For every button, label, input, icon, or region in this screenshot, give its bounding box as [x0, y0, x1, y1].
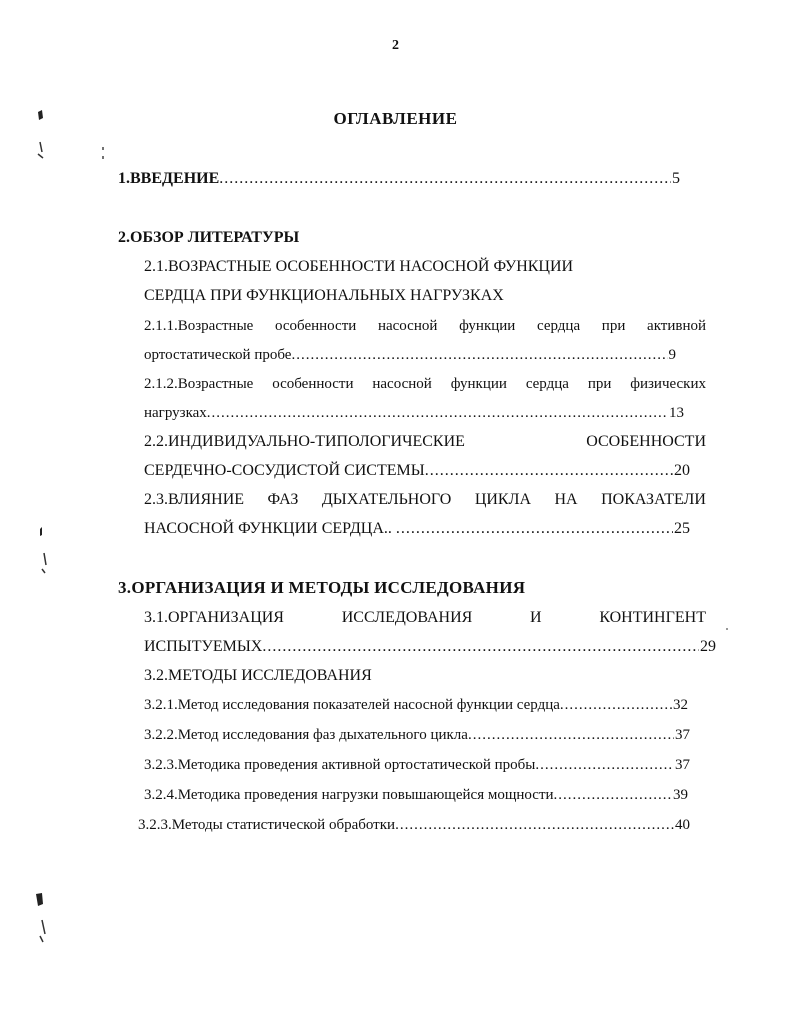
toc-word: физических: [630, 376, 706, 392]
toc-word: НА: [554, 491, 578, 508]
toc-word: функции: [450, 376, 507, 392]
toc-entry-2-2-line1[interactable]: [144, 432, 706, 452]
scan-mark-1: [34, 108, 50, 164]
toc-page: 40: [675, 817, 690, 833]
toc-word: функции: [459, 318, 516, 334]
dot-leader: [291, 345, 667, 365]
toc-page: 39: [673, 787, 688, 803]
toc-entry-3-2-3[interactable]: [144, 755, 690, 775]
toc-entry-2-1-1-line1[interactable]: [144, 316, 706, 336]
toc-entry-3-1-line2[interactable]: [144, 637, 716, 657]
toc-word: КОНТИНГЕНТ: [599, 609, 706, 626]
dot-leader: [560, 695, 672, 715]
toc-page: 37: [675, 727, 690, 743]
toc-word: 2.3.ВЛИЯНИЕ: [144, 491, 245, 508]
scan-mark-2: [100, 146, 106, 162]
toc-entry-3-1-line1[interactable]: [144, 608, 706, 628]
toc-entry-2-1-1-line2[interactable]: [144, 345, 676, 365]
toc-entry-methods[interactable]: 3.ОРГАНИЗАЦИЯ И МЕТОДЫ ИССЛЕДОВАНИЯ: [118, 578, 526, 597]
toc-word: при: [587, 376, 612, 392]
toc-entry-2-1-2-line2[interactable]: [144, 403, 684, 423]
toc-word: при: [601, 318, 626, 334]
toc-word: особенности: [272, 376, 354, 392]
toc-word: ЦИКЛА: [474, 491, 531, 508]
scan-mark-3: [36, 525, 52, 577]
toc-entry-2-3-line2[interactable]: [144, 519, 690, 539]
toc-title: ортостатической пробе: [144, 347, 292, 363]
toc-entry-2-2-line2[interactable]: [144, 461, 690, 481]
toc-word: насосной: [377, 318, 438, 334]
toc-page: 5: [672, 170, 680, 187]
toc-title: нагрузках: [144, 405, 207, 421]
toc-title: СЕРДЕЧНО-СОСУДИСТОЙ СИСТЕМЫ: [144, 462, 425, 479]
toc-title: 1.ВВЕДЕНИЕ: [118, 170, 220, 187]
toc-word: особенности: [275, 318, 357, 334]
toc-entry-2-1-line2[interactable]: СЕРДЦА ПРИ ФУНКЦИОНАЛЬНЫХ НАГРУЗКАХ: [144, 287, 504, 304]
toc-word: сердца: [537, 318, 581, 334]
toc-entry-3-2[interactable]: 3.2.МЕТОДЫ ИССЛЕДОВАНИЯ: [144, 667, 372, 684]
toc-word: активной: [647, 318, 706, 334]
toc-word: 3.1.ОРГАНИЗАЦИЯ: [144, 609, 284, 626]
toc-entry-3-2-4[interactable]: [144, 785, 688, 805]
dot-leader: [554, 785, 672, 805]
toc-word: ОСОБЕННОСТИ: [586, 433, 706, 450]
toc-entry-review[interactable]: 2.ОБЗОР ЛИТЕРАТУРЫ: [118, 229, 300, 246]
toc-page: 32: [673, 697, 688, 713]
dot-leader: [207, 403, 668, 423]
toc-word: ПОКАЗАТЕЛИ: [601, 491, 706, 508]
toc-word: 2.1.1.Возрастные: [144, 318, 254, 334]
toc-word: 2.1.2.Возрастные: [144, 376, 254, 392]
toc-entry-3-2-5[interactable]: [138, 815, 690, 835]
toc-title: НАСОСНОЙ ФУНКЦИИ СЕРДЦА..: [144, 520, 396, 537]
toc-title: 3.2.2.Метод исследования фаз дыхательного цикла: [144, 727, 468, 743]
dot-leader: [468, 725, 674, 745]
toc-page: 13: [669, 405, 684, 421]
toc-page: 9: [668, 347, 676, 363]
toc-entry-2-1-2-line1[interactable]: [144, 374, 706, 394]
toc-heading: ОГЛАВЛЕНИЕ: [333, 109, 458, 128]
dot-leader: [219, 169, 671, 189]
page-number: 2: [392, 38, 399, 53]
scan-mark-4: [32, 890, 52, 946]
toc-title: 3.2.3.Методы статистической обработки: [138, 817, 396, 833]
toc-title: 3.2.4.Методика проведения нагрузки повышающейся мощности: [144, 787, 554, 803]
dot-leader: [395, 815, 674, 835]
toc-word: ДЫХАТЕЛЬНОГО: [321, 491, 452, 508]
dot-leader: [396, 519, 673, 539]
toc-word: насосной: [372, 376, 432, 392]
toc-word: сердца: [525, 376, 569, 392]
toc-page: 25: [674, 520, 690, 537]
toc-page: 20: [674, 462, 690, 479]
toc-word: ИССЛЕДОВАНИЯ: [341, 609, 473, 626]
toc-page: 37: [675, 757, 690, 773]
dot-leader: [262, 637, 699, 657]
dot-leader: [535, 755, 674, 775]
toc-entry-3-2-2[interactable]: [144, 725, 690, 745]
toc-word: И: [530, 609, 542, 626]
toc-title: ИСПЫТУЕМЫХ: [144, 638, 263, 655]
toc-entry-2-3-line1[interactable]: [144, 490, 706, 510]
toc-entry-2-1-line1[interactable]: 2.1.ВОЗРАСТНЫЕ ОСОБЕННОСТИ НАСОСНОЙ ФУНКЦИИ: [144, 258, 574, 275]
toc-page: 29: [700, 638, 716, 655]
toc-word: 2.2.ИНДИВИДУАЛЬНО-ТИПОЛОГИЧЕСКИЕ: [144, 433, 465, 450]
scan-dot: [724, 626, 730, 632]
toc-title: 3.2.3.Методика проведения активной ортостатической пробы: [144, 757, 536, 773]
toc-entry-3-2-1[interactable]: [144, 695, 688, 715]
toc-entry-intro[interactable]: [118, 169, 680, 189]
toc-word: ФАЗ: [267, 491, 299, 508]
dot-leader: [425, 461, 673, 481]
toc-title: 3.2.1.Метод исследования показателей насосной функции сердца: [144, 697, 560, 713]
